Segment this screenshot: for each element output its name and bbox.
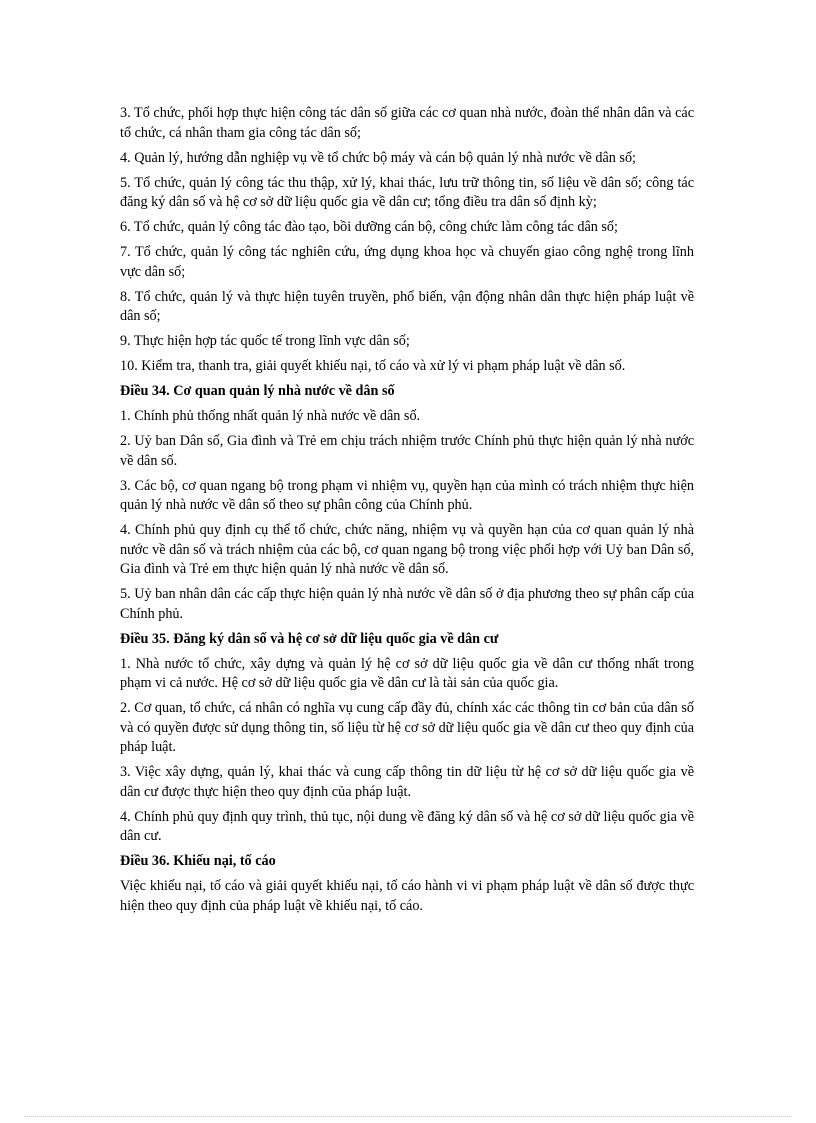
paragraph: 9. Thực hiện hợp tác quốc tế trong lĩnh vực dân số; [120,333,410,349]
paragraph: Việc khiếu nại, tố cáo và giải quyết khiếu nại, tố cáo hành vi vi phạm pháp luật về dân số được thực hiện theo quy định của pháp luật về khiếu nại, tố cáo. [120,878,694,914]
paragraph: 1. Nhà nước tổ chức, xây dựng và quản lý hệ cơ sở dữ liệu quốc gia về dân cư thống nhất trong phạm vi cả nước. Hệ cơ sở dữ liệu quốc gia về dân cư là tài sản của quốc gia. [120,655,694,691]
paragraph: 5. Tổ chức, quản lý công tác thu thập, xử lý, khai thác, lưu trữ thông tin, số liệu về dân số; công tác đăng ký dân số và hệ cơ sở dữ liệu quốc gia về dân cư; tổng điều tra dân số định kỳ; [120,174,694,210]
document-body [120,104,694,922]
paragraph: 3. Tổ chức, phối hợp thực hiện công tác dân số giữa các cơ quan nhà nước, đoàn thể nhân dân và các tổ chức, cá nhân tham gia công tác dân số; [120,105,694,141]
paragraph: 6. Tổ chức, quản lý công tác đào tạo, bồi dưỡng cán bộ, công chức làm công tác dân số; [120,219,618,235]
paragraph: 3. Việc xây dựng, quản lý, khai thác và cung cấp thông tin dữ liệu từ hệ cơ sở dữ liệu quốc gia về dân cư được thực hiện theo quy định của pháp luật. [120,764,694,800]
paragraph: 3. Các bộ, cơ quan ngang bộ trong phạm vi nhiệm vụ, quyền hạn của mình có trách nhiệm thực hiện quản lý nhà nước về dân số theo sự phân công của Chính phủ. [120,477,694,513]
article-heading: Điều 34. Cơ quan quản lý nhà nước về dân số [120,383,395,399]
paragraph: 5. Uỷ ban nhân dân các cấp thực hiện quản lý nhà nước về dân số ở địa phương theo sự phân cấp của Chính phủ. [120,586,694,622]
article-heading: Điều 36. Khiếu nại, tố cáo [120,853,276,869]
paragraph: 8. Tổ chức, quản lý và thực hiện tuyên truyền, phổ biến, vận động nhân dân thực hiện pháp luật về dân số; [120,288,694,324]
page-bottom-border [24,1116,792,1117]
paragraph: 4. Chính phủ quy định quy trình, thủ tục, nội dung về đăng ký dân số và hệ cơ sở dữ liệu quốc gia về dân cư. [120,808,694,844]
paragraph: 1. Chính phủ thống nhất quản lý nhà nước về dân số. [120,408,421,424]
paragraph: 2. Cơ quan, tổ chức, cá nhân có nghĩa vụ cung cấp đầy đủ, chính xác các thông tin cơ bản của dân số và có quyền được sử dụng thông tin, số liệu từ hệ cơ sở dữ liệu quốc gia về dân cư theo quy định của pháp luật. [120,700,694,755]
paragraph: 4. Quản lý, hướng dẫn nghiệp vụ về tổ chức bộ máy và cán bộ quản lý nhà nước về dân số; [120,149,636,166]
paragraph: 2. Uỷ ban Dân số, Gia đình và Trẻ em chịu trách nhiệm trước Chính phủ thực hiện quản lý nhà nước về dân số. [120,433,694,469]
article-heading: Điều 35. Đăng ký dân số và hệ cơ sở dữ liệu quốc gia về dân cư [120,630,499,647]
paragraph: 7. Tổ chức, quản lý công tác nghiên cứu, ứng dụng khoa học và chuyển giao công nghệ trong lĩnh vực dân số; [120,244,694,280]
paragraph: 4. Chính phủ quy định cụ thể tổ chức, chức năng, nhiệm vụ và quyền hạn của cơ quan quản lý nhà nước về dân số và trách nhiệm của các bộ, cơ quan ngang bộ trong việc phối hợp với Uỷ ban Dân số, Gia đình và Trẻ em thực hiện quản lý nhà nước về dân số. [120,522,694,577]
paragraph: 10. Kiểm tra, thanh tra, giải quyết khiếu nại, tố cáo và xử lý vi phạm pháp luật về dân số. [120,358,626,374]
